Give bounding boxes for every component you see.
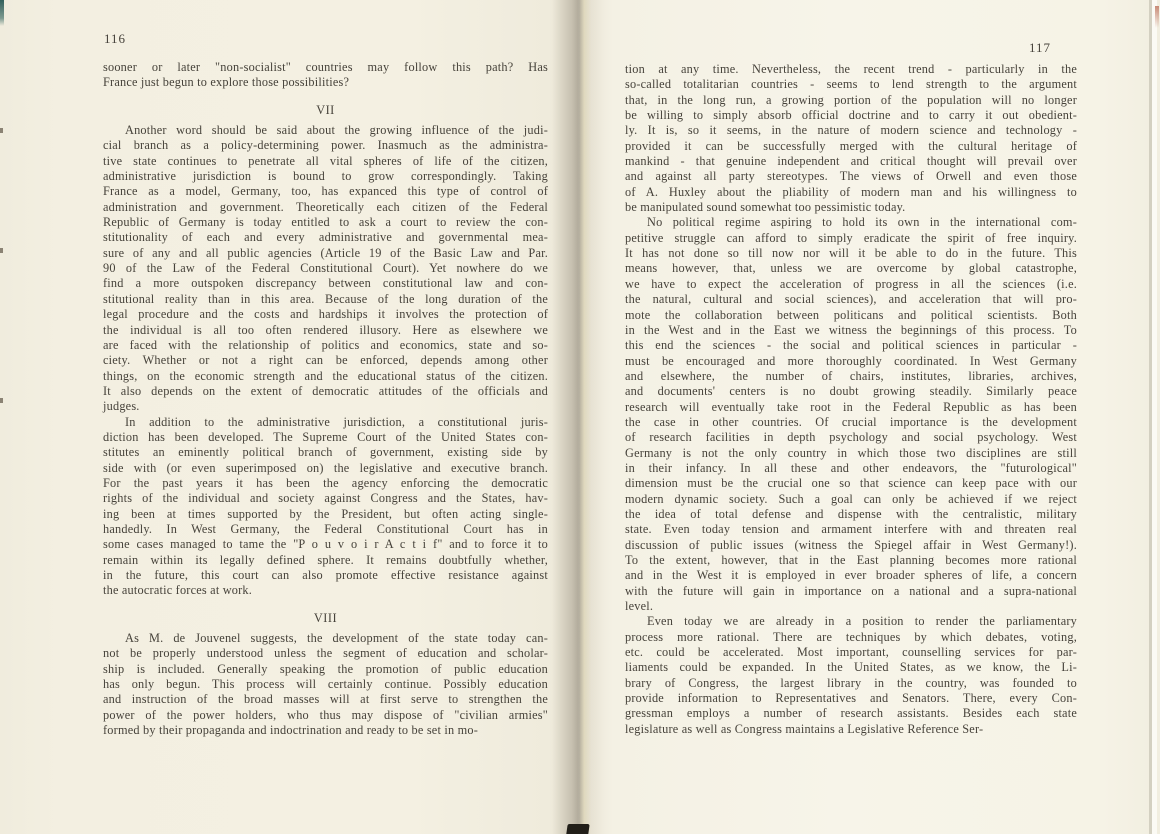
text-line: 90 of the Law of the Federal Constitutional Court). Yet nowhere do we	[103, 261, 548, 276]
text-line: modern dynamic society. Such a goal can only be achieved if we reject	[625, 491, 1077, 506]
scan-artifact-top-left	[0, 0, 4, 26]
text-line: petitive struggle can afford to simply eradicate the spirit of free inquiry.	[625, 230, 1077, 245]
text-line: that, in the long run, a growing portion of the population will no longer	[625, 92, 1077, 107]
text-line: ing been at times supported by the President, but often acting single-	[103, 506, 548, 521]
text-line: mote the collaboration between politicans and political scientists. Both	[625, 307, 1077, 322]
text-line: with the future will gain in importance on a national and a supra-national	[625, 583, 1077, 598]
text-line: and against all party stereotypes. The views of Orwell and even those	[625, 169, 1077, 184]
text-line: be willing to simply absorb official doctrine and to carry it out obedient-	[625, 108, 1077, 123]
text-line: discussion of public issues (witness the Spiegel affair in West Germany!).	[625, 537, 1077, 552]
text-line: ciety. Whether or not a right can be enforced, depends among other	[103, 353, 548, 368]
text-line: For the past years it has been the agency enforcing the democratic	[103, 475, 548, 490]
text-line: It has not done so till now nor will it be able to do in the future. This	[625, 246, 1077, 261]
text-line: mankind - that genuine independent and critical thought will prevail over	[625, 154, 1077, 169]
gutter-bottom-mark	[566, 824, 589, 834]
text-line: process more rational. There are techniques by which debates, voting,	[625, 629, 1077, 644]
scan-speck	[0, 128, 3, 133]
page-number-right: 117	[1029, 40, 1052, 55]
text-line: state. Even today tension and armament interfere with and threaten real	[625, 522, 1077, 537]
paragraph	[625, 614, 1077, 737]
text-line: cial branch as a policy-determining power. Inasmuch as the administra-	[103, 138, 548, 153]
text-line: Even today we are already in a position to render the parliamentary	[647, 614, 1077, 629]
text-line: legal procedure and the costs and hardships it involves the protection of	[103, 307, 548, 322]
text-line: As M. de Jouvenel suggests, the development of the state today can-	[125, 631, 548, 646]
text-line: in the West and in the East we witness the beginnings of this process. To	[625, 322, 1077, 337]
text-line: diction has been developed. The Supreme Court of the United States con-	[103, 429, 548, 444]
text-line: the individual is all too often rendered illusory. Here as elsewhere we	[103, 322, 548, 337]
paragraph	[625, 62, 1077, 215]
text-line: handedly. In West Germany, the Federal Constitutional Court has in	[103, 521, 548, 536]
text-line: ly. It is, so it seems, in the nature of modern science and technology -	[625, 123, 1077, 138]
section-heading: VIII	[313, 610, 338, 625]
text-line: in their infancy. In all these and other endeavors, the "futurological"	[625, 460, 1077, 475]
text-line: power of the power holders, who thus may dispose of "civilian armies"	[103, 707, 548, 722]
text-line: Another word should be said about the growing influence of the judi-	[125, 123, 548, 138]
text-line: brary of Congress, the largest library in the country, was founded to	[625, 675, 1077, 690]
text-line: ship is included. Generally speaking the promotion of public education	[103, 661, 548, 676]
text-line: rights of the individual and society against Congress and the States, hav-	[103, 491, 548, 506]
text-line: judges.	[103, 399, 140, 414]
text-line: of A. Huxley about the pliability of modern man and his willingness to	[625, 184, 1077, 199]
text-line: etc. could be accelerated. Most important, counselling services for par-	[625, 645, 1077, 660]
text-line: France as a model, Germany, too, has expanced this type of control of	[103, 184, 548, 199]
text-line: Republic of Germany is today entitled to ask a court to review the con-	[103, 215, 548, 230]
text-line: administration and government. Theoretically each citizen of the Federal	[103, 199, 548, 214]
paragraph	[103, 60, 548, 91]
paragraph	[103, 631, 548, 738]
text-line: and instruction of the broad masses will at first serve to strengthen the	[103, 692, 548, 707]
text-line: find a more outspoken discrepancy between constitutional law and con-	[103, 276, 548, 291]
text-line: the case in other countries. Of crucial importance is the development	[625, 414, 1077, 429]
text-line: To the extent, however, that in the East planning becomes more rational	[625, 553, 1077, 567]
text-line: sure of any and all public agencies (Article 19 of the Basic Law and Par.	[103, 245, 548, 260]
text-line: this end the sciences - the social and political sciences in particular -	[625, 338, 1077, 353]
text-line: stitutional reality than in this area. Because of the long duration of the	[103, 291, 548, 306]
text-line: provide information to Representatives and Senators. There, every Con-	[625, 691, 1077, 706]
text-line: provided it can be successfully merged with the cultural heritage of	[625, 138, 1077, 153]
scan-speck	[0, 398, 3, 403]
text-line: legislature as well as Congress maintains a Legislative Reference Ser-	[625, 721, 984, 736]
text-line: be manipulated sound somewhat too pessimistic today.	[625, 200, 906, 215]
text-line: we have to expect the acceleration of progress in all the sciences (i.e.	[625, 276, 1077, 291]
paragraph	[625, 215, 1077, 614]
paragraph	[103, 123, 548, 415]
text-line: gressman employs a number of research assistants. Besides each state	[625, 706, 1077, 721]
text-line: and in the West it is employed in ever broader spheres of life, a concern	[625, 568, 1077, 583]
text-line: not be properly understood unless the segment of education and scholar-	[103, 646, 548, 661]
text-line: level.	[625, 599, 654, 614]
right-page-text	[625, 62, 1077, 737]
text-line: the autocratic forces at work.	[103, 583, 253, 598]
section-heading: VII	[316, 102, 335, 117]
text-line: France just begun to explore those possibilities?	[103, 75, 350, 90]
text-line: In addition to the administrative jurisdiction, a constitutional juris-	[125, 414, 548, 429]
text-line: some cases managed to tame the "P o u v o i r A c t i f" and to force it to	[103, 537, 548, 552]
text-line: dimension must be the crucial one so that science can keep pace with our	[625, 476, 1077, 491]
text-line: administrative jurisdiction is bound to grow correspondingly. Taking	[103, 169, 548, 184]
text-line: the idea of total defense and dispense with the centralistic, military	[625, 506, 1077, 521]
text-line: liaments could be expanded. In the United States, as we know, the Li-	[625, 660, 1077, 675]
text-line: the natural, cultural and social sciences), and acceleration that will pro-	[625, 292, 1077, 307]
text-line: means however, that, unless we are overcome by global catastrophe,	[625, 261, 1077, 276]
text-line: tion at any time. Nevertheless, the recent trend - particularly in the	[625, 62, 1077, 76]
text-line: side with (or even superimposed on) the legislative and executive branch.	[103, 460, 548, 475]
text-line: research will eventually take root in the Federal Republic as has been	[625, 399, 1077, 414]
text-line: tive state continues to penetrate all vital spheres of life of the citizen,	[103, 153, 548, 168]
text-line: so-called totalitarian countries - seems to lend strength to the argument	[625, 77, 1077, 92]
text-line: stitutionality of each and every administrative and governmental mea-	[103, 230, 548, 245]
scan-speck	[0, 248, 3, 253]
page-edge-highlight	[1152, 0, 1157, 834]
text-line: of research facilities in depth psychology and social psychology. West	[625, 430, 1077, 445]
text-line: No political regime aspiring to hold its own in the international com-	[647, 215, 1077, 230]
text-line: and elsewhere, the number of chairs, institutes, libraries, archives,	[625, 368, 1077, 383]
text-line: sooner or later "non-socialist" countries may follow this path? Has	[103, 60, 548, 74]
page-number-left: 116	[104, 31, 127, 46]
text-line: stitutes an eminently political branch of government, existing side by	[103, 445, 548, 460]
text-line: Germany is not the only country in which those two disciplines are still	[625, 445, 1077, 460]
left-page-text	[103, 60, 548, 738]
text-line: are faced with the relationship of politics and economics, state and so-	[103, 337, 548, 352]
paragraph	[103, 415, 548, 599]
text-line: must be encouraged and more thoroughly coordinated. In West Germany	[625, 353, 1077, 368]
text-line: things, on the economic strength and the educational status of the citizen.	[103, 368, 548, 383]
text-line: has only begun. This process will certainly continue. Possibly education	[103, 677, 548, 692]
text-line: remain within its legally defined sphere. It remains doubtfully whether,	[103, 552, 548, 567]
scan-artifact-top-right	[1155, 6, 1159, 28]
text-line: formed by their propaganda and indoctrination and ready to be set in mo-	[103, 723, 478, 738]
text-line: and documents' centers is no doubt growing steadily. Similarly peace	[625, 384, 1077, 399]
text-line: in the future, this court can also promote effective resistance against	[103, 568, 548, 582]
text-line: It also depends on the extent of democratic attitudes of the officials and	[103, 383, 548, 398]
